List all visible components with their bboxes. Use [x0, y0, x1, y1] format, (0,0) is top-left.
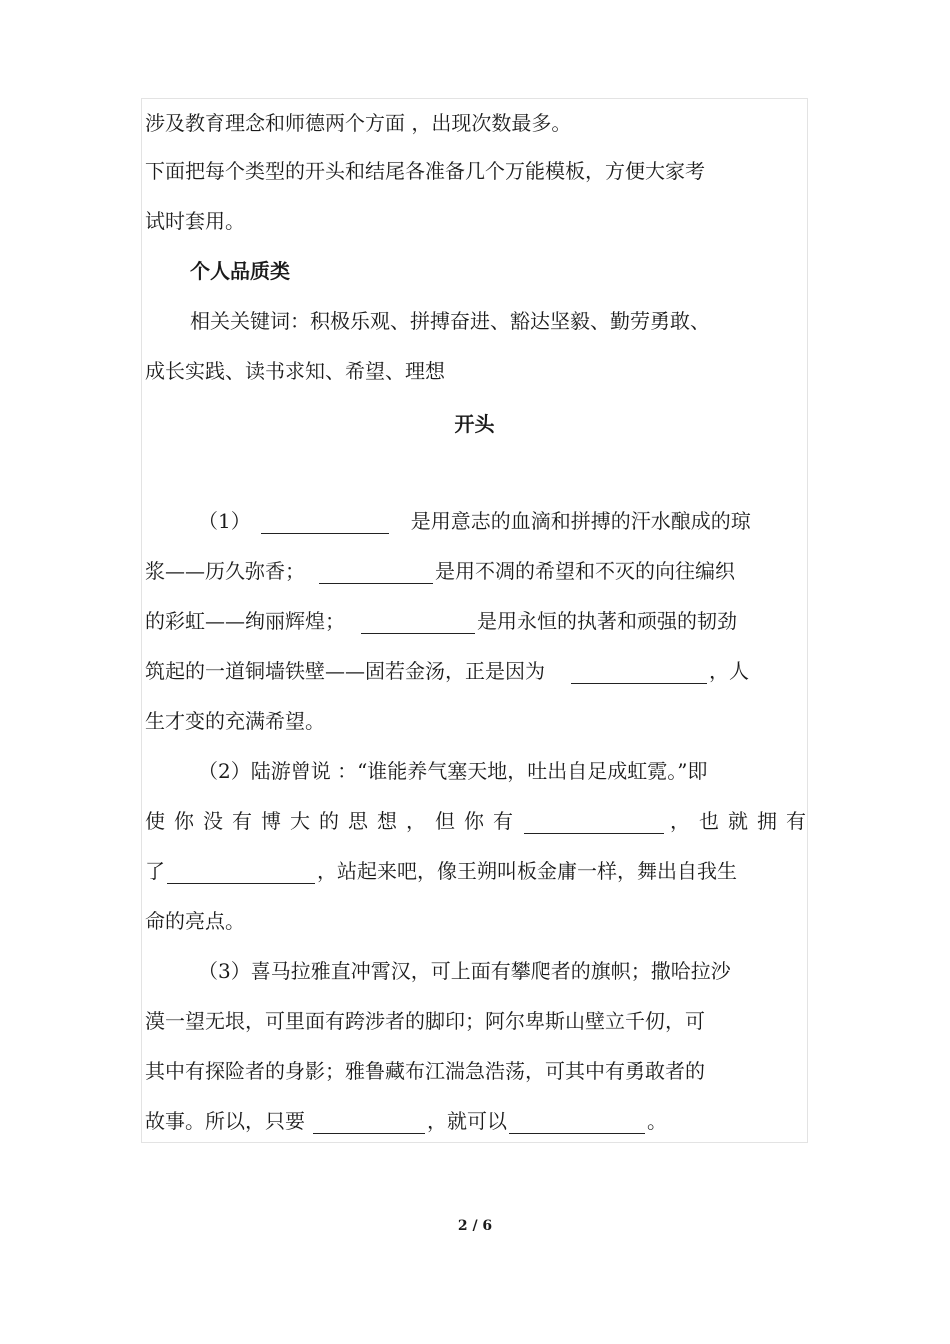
fill-blank[interactable] [571, 661, 707, 684]
p1-text: 的彩虹——绚丽辉煌； [145, 609, 345, 633]
p1-text: 筑起的一道铜墙铁壁——固若金汤，正是因为 [145, 659, 545, 683]
page-number: 2 / 6 [457, 1218, 493, 1234]
p1-line-2 [145, 558, 735, 584]
p3-line-4 [145, 1108, 667, 1134]
heading-opening: 开头 [454, 412, 495, 436]
p1-text: 浆——历久弥香； [145, 559, 305, 583]
p1-text: 是用不凋的希望和不灭的向往编织 [435, 559, 735, 583]
p1-text: ，人 [709, 659, 749, 683]
p3-text: 故事。所以，只要 [145, 1109, 305, 1133]
p1-line-3 [145, 608, 737, 634]
p2-line-3 [145, 858, 737, 884]
p2-line-4: 命的亮点。 [145, 909, 245, 933]
p1-line-1 [198, 508, 751, 534]
p3-text: ，就可以 [427, 1109, 507, 1133]
p1-text: 是用意志的血滴和拼搏的汗水酿成的琼 [410, 509, 751, 533]
p2-text: 使你没有博大的思想，但你有 [145, 809, 522, 833]
fill-blank[interactable] [167, 861, 315, 884]
fill-blank[interactable] [261, 511, 389, 534]
p2-line-1: （2）陆游曾说 ：“谁能养气塞天地，吐出自足成虹霓。”即 [198, 759, 708, 783]
p1-line-4 [145, 658, 749, 684]
p2-text: ，站起来吧，像王朔叫板金庸一样，舞出自我生 [317, 859, 737, 883]
fill-blank[interactable] [509, 1111, 645, 1134]
intro-line-1: 涉及教育理念和师德两个方面 ，出现次数最多。 [145, 111, 572, 135]
p2-text: 了 [145, 859, 165, 883]
section-title: 个人品质类 [190, 259, 290, 283]
p2-text: ，也就拥有 [670, 809, 815, 833]
p3-text: 。 [647, 1109, 667, 1133]
p1-line-5: 生才变的充满希望。 [145, 709, 325, 733]
fill-blank[interactable] [313, 1111, 425, 1134]
fill-blank[interactable] [524, 811, 664, 834]
p3-line-2: 漠一望无垠，可里面有跨涉者的脚印；阿尔卑斯山壁立千仞，可 [145, 1009, 705, 1033]
fill-blank[interactable] [319, 561, 433, 584]
p3-line-1: （3）喜马拉雅直冲霄汉，可上面有攀爬者的旗帜；撒哈拉沙 [198, 959, 731, 983]
p3-line-3: 其中有探险者的身影；雅鲁藏布江湍急浩荡，可其中有勇敢者的 [145, 1059, 705, 1083]
p1-number: （1） [198, 509, 251, 533]
intro-line-2: 下面把每个类型的开头和结尾各准备几个万能模板，方便大家考 [145, 159, 705, 183]
p2-line-2 [145, 808, 815, 834]
keywords-line-1: 相关关键词：积极乐观、拼搏奋进、豁达坚毅、勤劳勇敢、 [190, 309, 710, 333]
fill-blank[interactable] [361, 611, 475, 634]
p1-text: 是用永恒的执著和顽强的韧劲 [477, 609, 737, 633]
intro-line-3: 试时套用。 [145, 209, 245, 233]
keywords-line-2: 成长实践、读书求知、希望、理想 [145, 359, 445, 383]
